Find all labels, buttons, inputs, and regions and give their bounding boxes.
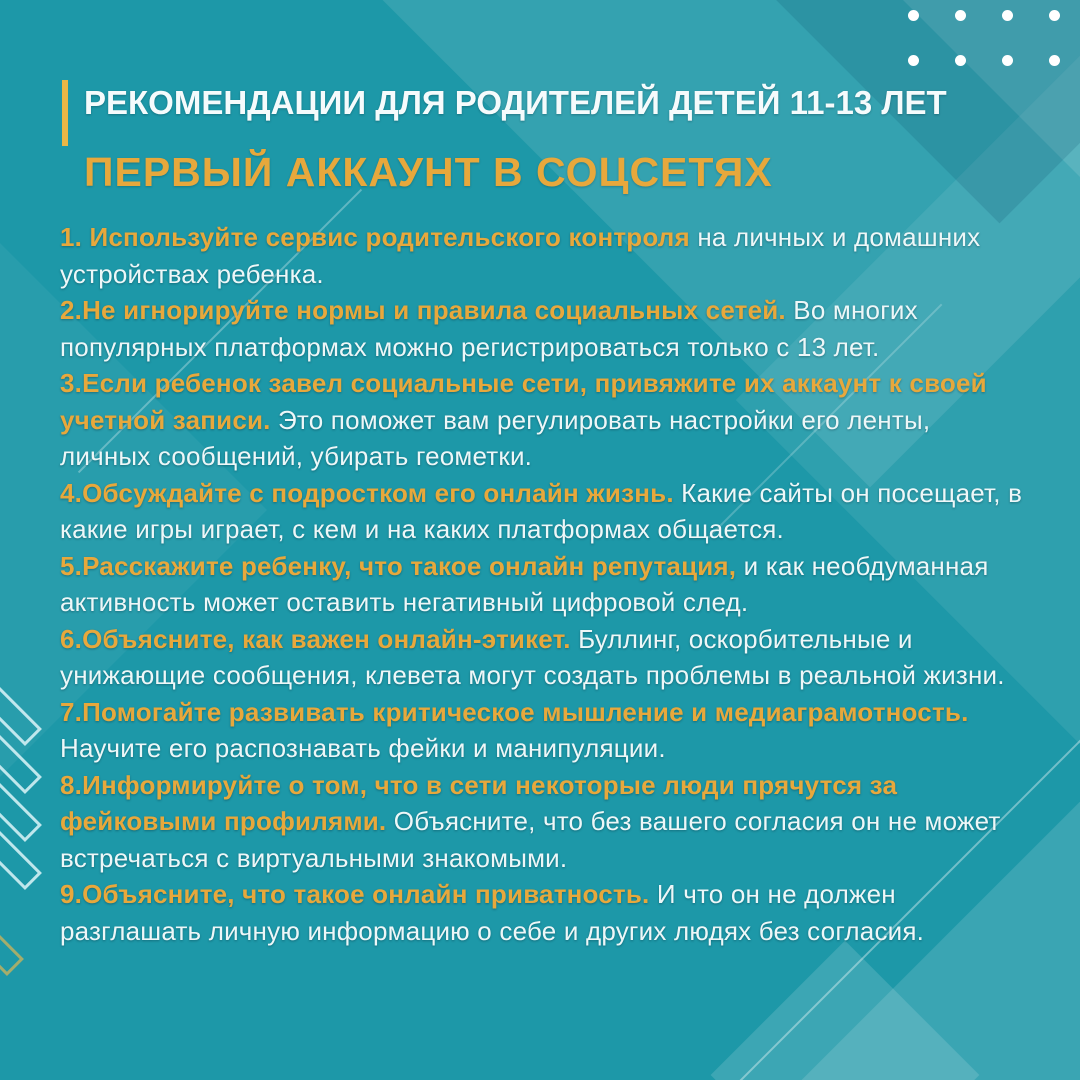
page-title: РЕКОМЕНДАЦИИ ДЛЯ РОДИТЕЛЕЙ ДЕТЕЙ 11-13 ЛЕТ: [84, 84, 947, 121]
recommendation-lead: 9.Объясните, что такое онлайн приватность.: [60, 879, 650, 909]
chevron-ornament-icon: [0, 726, 42, 794]
chevron-ornament-icon: [0, 822, 42, 890]
recommendation-item: [60, 292, 1028, 365]
background-diamond-bottom-center: [711, 941, 980, 1080]
recommendations-list: [60, 219, 1028, 949]
chevron-ornament-yellow-icon: [0, 908, 24, 976]
dot-ornament: [908, 10, 919, 21]
recommendation-item: [60, 694, 1028, 767]
recommendation-text: Буллинг, оскорбительные и унижающие сообщения, клевета могут создать проблемы в реальной жизни.: [60, 623, 1005, 690]
recommendation-text: Объясните, что без вашего согласия он не может встречаться с виртуальными знакомыми.: [60, 806, 1001, 873]
recommendation-item: [60, 475, 1028, 548]
recommendation-item: [60, 876, 1028, 949]
dot-ornament: [908, 55, 919, 66]
recommendation-item: [60, 548, 1028, 621]
recommendation-lead: 4.Обсуждайте с подростком его онлайн жизнь.: [60, 477, 674, 508]
recommendation-lead: 8.Информируйте о том, что в сети некоторые люди прячутся за фейковыми профилями.: [60, 769, 898, 836]
dot-ornament: [955, 10, 966, 21]
chevron-ornament-icon: [0, 678, 42, 746]
recommendation-lead: 2.Не игнорируйте нормы и правила социальных сетей.: [60, 295, 786, 325]
chevron-ornament-icon: [0, 774, 42, 842]
recommendation-lead: 3.Если ребенок завел социальные сети, привяжите их аккаунт к своей учетной записи.: [60, 368, 987, 435]
dot-ornament: [1049, 10, 1060, 21]
recommendation-item: [60, 621, 1028, 694]
recommendation-lead: 1. Используйте сервис родительского контроля: [60, 222, 690, 252]
title-accent-bar: [62, 80, 68, 146]
recommendation-text: и как необдуманная активность может оставить негативный цифровой след.: [60, 550, 989, 617]
dot-ornament: [1002, 55, 1013, 66]
recommendation-item: [60, 219, 1028, 292]
dot-ornament: [1002, 10, 1013, 21]
recommendation-item: [60, 365, 1028, 475]
recommendation-text: И что он не должен разглашать личную информацию о себе и других людях без согласия.: [60, 879, 925, 946]
dot-ornament: [955, 55, 966, 66]
recommendation-text: Научите его распознавать фейки и манипуляции.: [60, 733, 666, 763]
page-subtitle: ПЕРВЫЙ АККАУНТ В СОЦСЕТЯХ: [84, 149, 773, 195]
recommendation-item: [60, 767, 1028, 877]
recommendation-text: Какие сайты он посещает, в какие игры играет, с кем и на каких платформах общается.: [60, 477, 1023, 544]
recommendation-text: Это поможет вам регулировать настройки его ленты, личных сообщений, убирать геометки.: [60, 404, 931, 471]
recommendation-lead: 7.Помогайте развивать критическое мышление и медиаграмотность.: [60, 696, 969, 727]
recommendation-lead: 6.Объясните, как важен онлайн-этикет.: [60, 623, 571, 654]
dot-ornament: [1049, 55, 1060, 66]
recommendation-text: на личных и домашних устройствах ребенка.: [60, 222, 981, 289]
recommendation-lead: 5.Расскажите ребенку, что такое онлайн репутация,: [60, 550, 737, 581]
recommendation-text: Во многих популярных платформах можно регистрироваться только с 13 лет.: [60, 295, 918, 362]
